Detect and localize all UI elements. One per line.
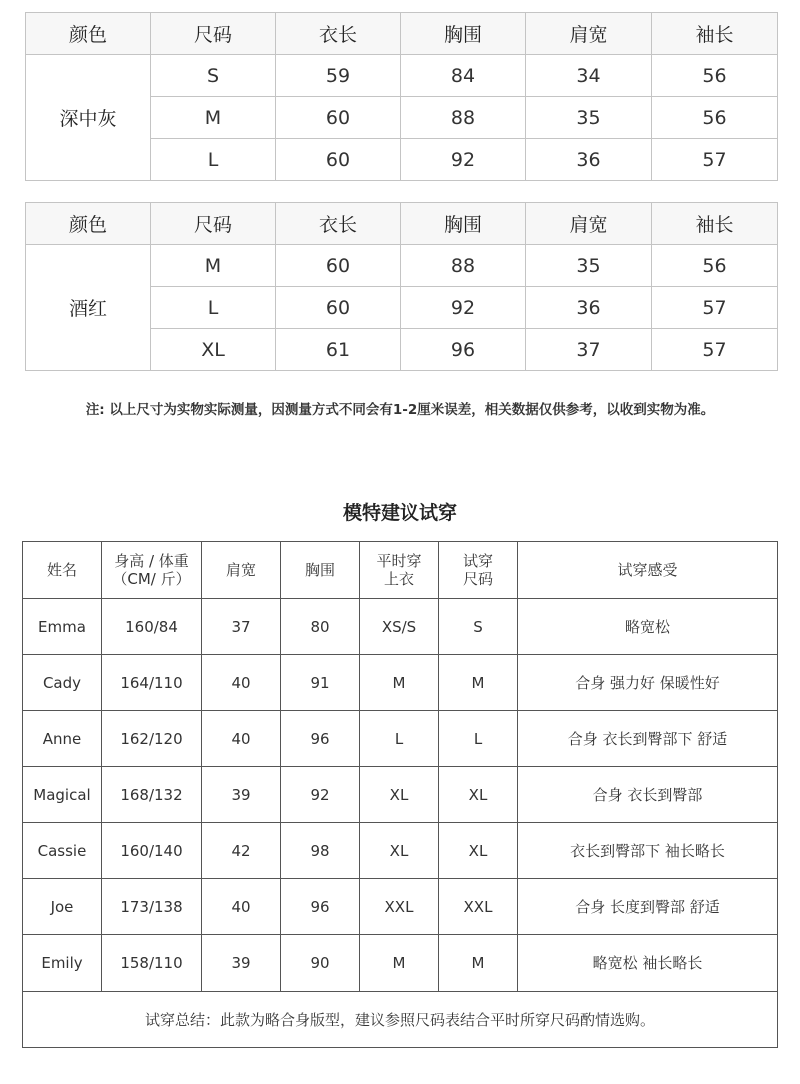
model-chest: 80 — [281, 599, 360, 655]
model-shoulder: 39 — [202, 767, 281, 823]
size-table-wine-red — [25, 202, 778, 371]
sleeve-cell: 57 — [652, 139, 778, 181]
size-table-header-row — [26, 13, 778, 55]
model-name: Emily — [23, 935, 102, 992]
shoulder-cell: 35 — [526, 245, 652, 287]
model-shoulder: 40 — [202, 879, 281, 935]
chest-cell: 92 — [401, 287, 526, 329]
model-section-title: 模特建议试穿 — [342, 502, 457, 524]
size-cell: S — [151, 55, 276, 97]
table-row — [23, 879, 778, 935]
chest-cell: 88 — [401, 245, 526, 287]
header-chest: 胸围 — [401, 13, 526, 55]
header-shoulder: 肩宽 — [526, 203, 652, 245]
header-height-weight-line2: （CM/ 斤） — [112, 570, 191, 588]
model-fit-table — [22, 541, 778, 1048]
chest-cell: 84 — [401, 55, 526, 97]
model-tried-size: XL — [439, 767, 518, 823]
table-row — [26, 245, 778, 287]
table-row — [23, 767, 778, 823]
model-height-weight: 160/84 — [102, 599, 202, 655]
header-shoulder-label: 肩宽 — [225, 561, 256, 579]
fit-summary: 试穿总结：此款为略合身版型，建议参照尺码表结合平时所穿尺码酌情选购。 — [23, 992, 778, 1048]
size-cell: M — [151, 245, 276, 287]
model-chest: 92 — [281, 767, 360, 823]
shoulder-cell: 35 — [526, 97, 652, 139]
header-length: 衣长 — [276, 13, 401, 55]
shoulder-cell: 36 — [526, 287, 652, 329]
model-usual-size: M — [360, 935, 439, 992]
model-height-weight: 162/120 — [102, 711, 202, 767]
size-table-dark-gray — [25, 12, 778, 181]
header-tried-size-line1: 试穿 — [462, 552, 493, 570]
model-usual-size: XS/S — [360, 599, 439, 655]
length-cell: 59 — [276, 55, 401, 97]
model-chest: 96 — [281, 711, 360, 767]
color-cell: 酒红 — [26, 245, 151, 371]
color-cell: 深中灰 — [26, 55, 151, 181]
model-usual-size: XL — [360, 823, 439, 879]
model-usual-size: M — [360, 655, 439, 711]
model-feedback: 略宽松 — [518, 599, 778, 655]
header-color: 颜色 — [26, 203, 151, 245]
header-chest — [281, 542, 360, 599]
model-shoulder: 39 — [202, 935, 281, 992]
sleeve-cell: 57 — [652, 329, 778, 371]
header-tried-size — [439, 542, 518, 599]
header-size: 尺码 — [151, 13, 276, 55]
header-name-label: 姓名 — [46, 561, 77, 579]
model-tried-size: XL — [439, 823, 518, 879]
header-tried-size-line2: 尺码 — [462, 570, 493, 588]
model-name: Emma — [23, 599, 102, 655]
shoulder-cell: 37 — [526, 329, 652, 371]
header-chest-label: 胸围 — [304, 561, 335, 579]
table-row — [23, 823, 778, 879]
header-shoulder — [202, 542, 281, 599]
length-cell: 60 — [276, 139, 401, 181]
model-feedback: 略宽松 袖长略长 — [518, 935, 778, 992]
model-usual-size: XXL — [360, 879, 439, 935]
sleeve-cell: 56 — [652, 245, 778, 287]
model-chest: 91 — [281, 655, 360, 711]
table-row — [23, 711, 778, 767]
size-cell: L — [151, 287, 276, 329]
length-cell: 60 — [276, 97, 401, 139]
size-cell: M — [151, 97, 276, 139]
shoulder-cell: 34 — [526, 55, 652, 97]
model-name: Joe — [23, 879, 102, 935]
header-height-weight — [102, 542, 202, 599]
model-height-weight: 164/110 — [102, 655, 202, 711]
length-cell: 60 — [276, 245, 401, 287]
header-sleeve: 袖长 — [652, 203, 778, 245]
shoulder-cell: 36 — [526, 139, 652, 181]
model-shoulder: 40 — [202, 711, 281, 767]
model-shoulder: 40 — [202, 655, 281, 711]
header-shoulder: 肩宽 — [526, 13, 652, 55]
header-length: 衣长 — [276, 203, 401, 245]
header-usual-size-line2: 上衣 — [383, 570, 414, 588]
table-row — [23, 599, 778, 655]
header-usual-size — [360, 542, 439, 599]
chest-cell: 92 — [401, 139, 526, 181]
model-feedback: 合身 衣长到臀部下 舒适 — [518, 711, 778, 767]
model-height-weight: 168/132 — [102, 767, 202, 823]
size-table-header-row — [26, 203, 778, 245]
model-chest: 96 — [281, 879, 360, 935]
chest-cell: 96 — [401, 329, 526, 371]
model-usual-size: L — [360, 711, 439, 767]
model-name: Cassie — [23, 823, 102, 879]
header-name — [23, 542, 102, 599]
model-shoulder: 37 — [202, 599, 281, 655]
model-tried-size: M — [439, 935, 518, 992]
model-feedback: 合身 强力好 保暖性好 — [518, 655, 778, 711]
model-tried-size: S — [439, 599, 518, 655]
model-table-header-row — [23, 542, 778, 599]
model-shoulder: 42 — [202, 823, 281, 879]
model-tried-size: L — [439, 711, 518, 767]
measurement-note: 注: 以上尺寸为实物实际测量，因测量方式不同会有1-2厘米误差，相关数据仅供参考，以收到实物为准。 — [85, 402, 715, 418]
length-cell: 60 — [276, 287, 401, 329]
model-name: Magical — [23, 767, 102, 823]
table-row — [26, 55, 778, 97]
header-color: 颜色 — [26, 13, 151, 55]
sleeve-cell: 56 — [652, 97, 778, 139]
header-feedback — [518, 542, 778, 599]
header-feedback-label: 试穿感受 — [617, 561, 678, 579]
header-usual-size-line1: 平时穿 — [376, 552, 422, 570]
header-sleeve: 袖长 — [652, 13, 778, 55]
header-chest: 胸围 — [401, 203, 526, 245]
length-cell: 61 — [276, 329, 401, 371]
chest-cell: 88 — [401, 97, 526, 139]
summary-row — [23, 992, 778, 1048]
model-height-weight: 160/140 — [102, 823, 202, 879]
model-height-weight: 158/110 — [102, 935, 202, 992]
model-tried-size: M — [439, 655, 518, 711]
model-feedback: 衣长到臀部下 袖长略长 — [518, 823, 778, 879]
model-height-weight: 173/138 — [102, 879, 202, 935]
model-chest: 90 — [281, 935, 360, 992]
table-row — [23, 935, 778, 992]
model-tried-size: XXL — [439, 879, 518, 935]
model-chest: 98 — [281, 823, 360, 879]
model-name: Anne — [23, 711, 102, 767]
model-feedback: 合身 长度到臀部 舒适 — [518, 879, 778, 935]
model-name: Cady — [23, 655, 102, 711]
header-size: 尺码 — [151, 203, 276, 245]
table-row — [23, 655, 778, 711]
size-cell: L — [151, 139, 276, 181]
sleeve-cell: 56 — [652, 55, 778, 97]
sleeve-cell: 57 — [652, 287, 778, 329]
size-cell: XL — [151, 329, 276, 371]
model-usual-size: XL — [360, 767, 439, 823]
model-feedback: 合身 衣长到臀部 — [518, 767, 778, 823]
header-height-weight-line1: 身高 / 体重 — [114, 552, 189, 570]
